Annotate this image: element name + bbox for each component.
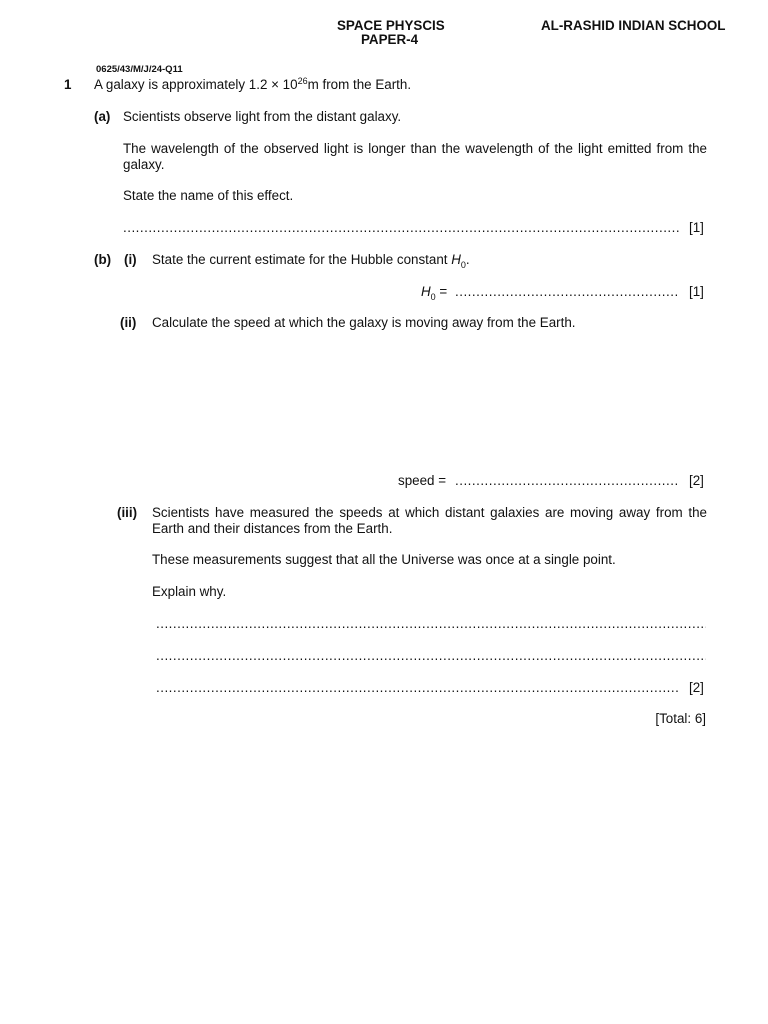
- school-name: AL-RASHID INDIAN SCHOOL: [541, 18, 726, 33]
- explain-answer-line-1[interactable]: [156, 616, 706, 632]
- part-a-line3: State the name of this effect.: [123, 188, 294, 203]
- stem-exponent: 26: [297, 76, 308, 86]
- paper-title: PAPER-4: [361, 32, 419, 47]
- part-b-ii-marks: [2]: [689, 473, 704, 488]
- part-a-marks: [1]: [689, 220, 704, 235]
- part-b-ii-label: (ii): [120, 315, 137, 330]
- speed-answer-line[interactable]: [455, 473, 679, 489]
- part-b-label: (b): [94, 252, 112, 267]
- question-stem: A galaxy is approximately $1.2 \times 10^{26}m$ from the Earth.: [94, 76, 412, 92]
- part-b-iii-label: (iii): [117, 505, 138, 520]
- part-b-i-marks: [1]: [689, 284, 704, 299]
- part-b-iii-text2: These measurements suggest that all the Universe was once at a single point.: [152, 552, 616, 567]
- hubble-answer-line[interactable]: [455, 284, 679, 300]
- question-reference: 0625/43/M/J/24-Q11: [96, 64, 183, 75]
- part-b-iii-marks: [2]: [689, 680, 704, 695]
- question-number: 1: [64, 77, 72, 92]
- part-b-iii-text3: Explain why.: [152, 584, 227, 599]
- part-a-answer-line[interactable]: [123, 220, 679, 236]
- hubble-answer-label: $H_0$ =: [421, 284, 448, 302]
- total-marks: [Total: 6]: [655, 711, 706, 726]
- part-b-i-label: (i): [124, 252, 137, 267]
- part-b-ii-text: Calculate the speed at which the galaxy is moving away from the Earth.: [152, 315, 576, 330]
- part-b-i-text: State the current estimate for the Hubble constant $H_0$.: [152, 252, 470, 270]
- subject-title: SPACE PHYSCIS: [337, 18, 445, 33]
- part-a-line2: The wavelength of the observed light is longer than the wavelength of the light emitted from the galaxy.: [123, 141, 707, 172]
- explain-answer-line-2[interactable]: [156, 648, 706, 664]
- part-a-label: (a): [94, 109, 111, 124]
- explain-answer-line-3[interactable]: [156, 680, 679, 696]
- part-b-iii-text1: Scientists have measured the speeds at which distant galaxies are moving away from the Earth and their distances from the Earth.: [152, 505, 707, 536]
- part-a-line1: Scientists observe light from the distant galaxy.: [123, 109, 402, 124]
- speed-answer-label: speed =: [398, 473, 447, 488]
